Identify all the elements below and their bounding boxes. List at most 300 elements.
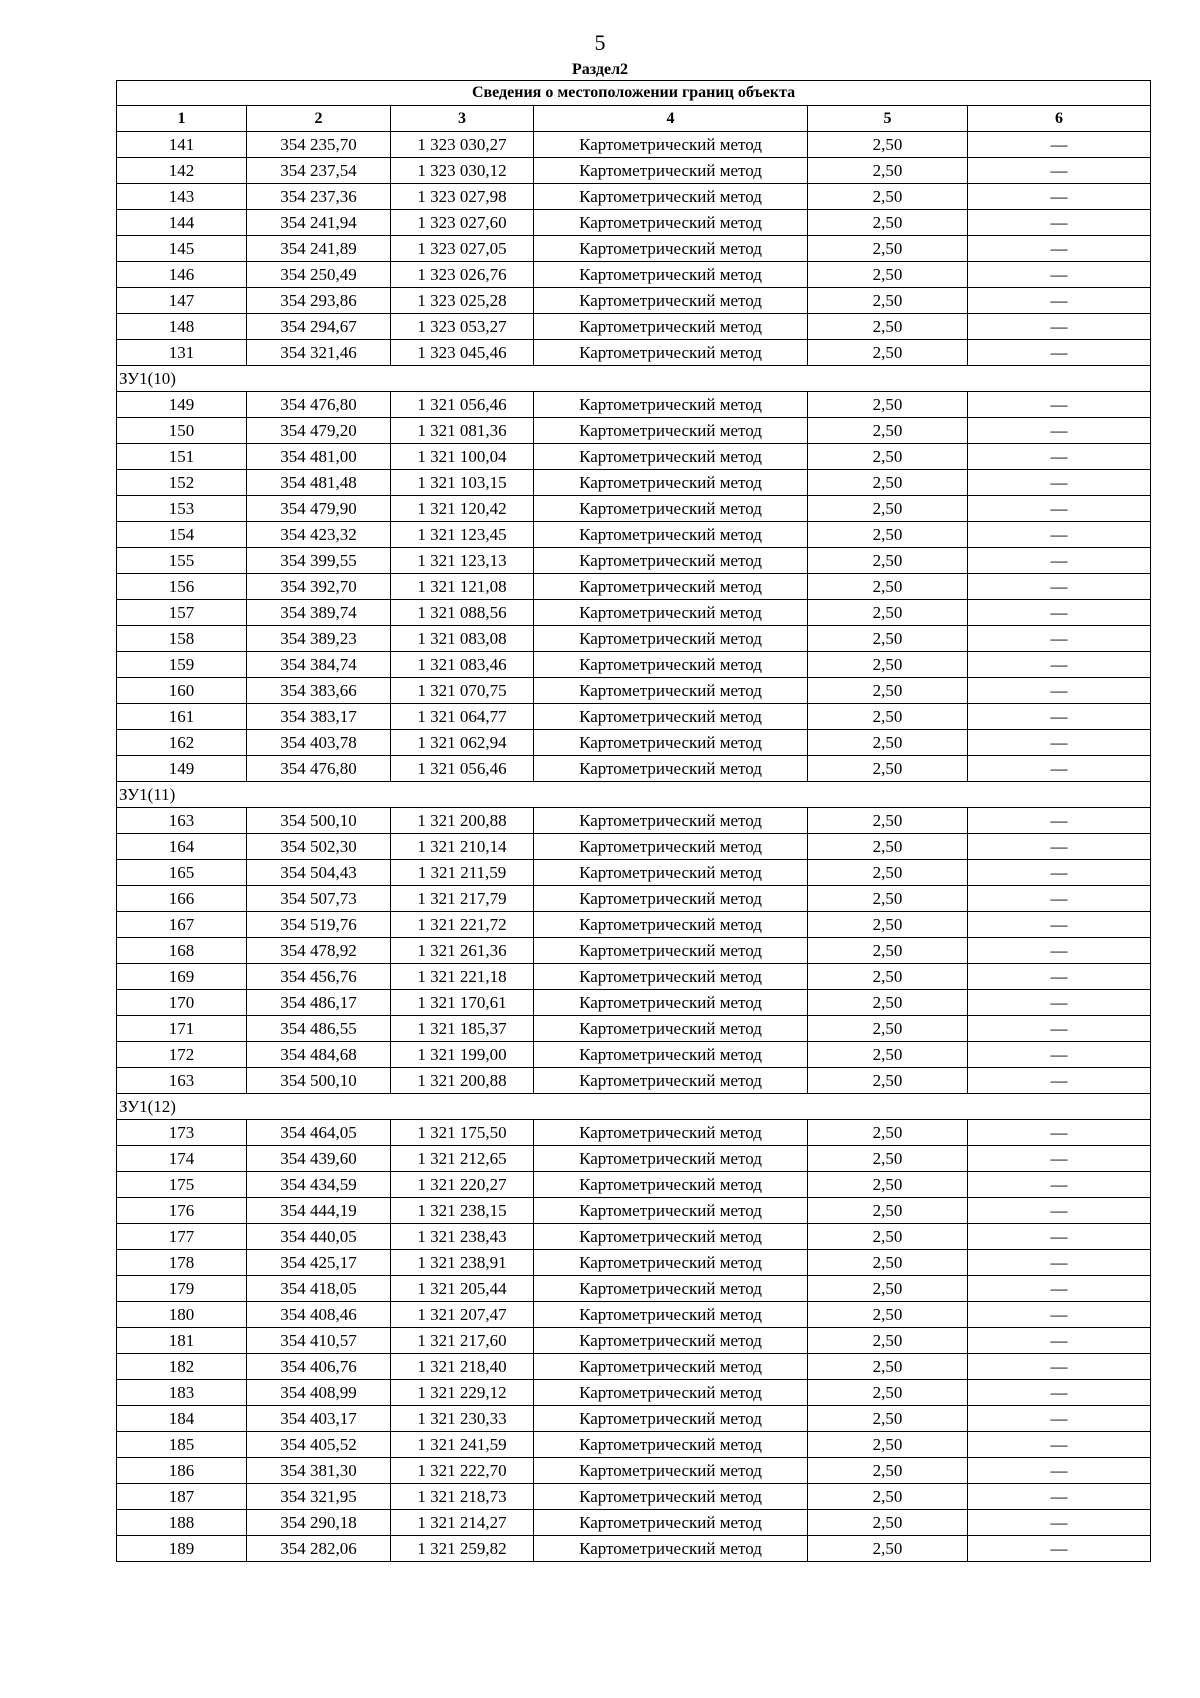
x-coordinate-cell: 354 423,32 — [247, 522, 391, 548]
x-coordinate-cell: 354 502,30 — [247, 834, 391, 860]
x-coordinate-cell: 354 241,89 — [247, 236, 391, 262]
accuracy-cell: 2,50 — [808, 652, 968, 678]
point-number-cell: 180 — [117, 1302, 247, 1328]
accuracy-cell: 2,50 — [808, 132, 968, 158]
x-coordinate-cell: 354 500,10 — [247, 808, 391, 834]
method-cell: Картометрический метод — [534, 1172, 808, 1198]
y-coordinate-cell: 1 321 199,00 — [391, 1042, 534, 1068]
description-cell: — — [968, 730, 1151, 756]
description-cell: — — [968, 964, 1151, 990]
method-cell: Картометрический метод — [534, 574, 808, 600]
accuracy-cell: 2,50 — [808, 626, 968, 652]
method-cell: Картометрический метод — [534, 1250, 808, 1276]
table-row — [117, 756, 1151, 782]
point-number-cell: 144 — [117, 210, 247, 236]
y-coordinate-cell: 1 321 081,36 — [391, 418, 534, 444]
accuracy-cell: 2,50 — [808, 158, 968, 184]
x-coordinate-cell: 354 383,66 — [247, 678, 391, 704]
description-cell: — — [968, 314, 1151, 340]
description-cell: — — [968, 184, 1151, 210]
table-row — [117, 548, 1151, 574]
x-coordinate-cell: 354 290,18 — [247, 1510, 391, 1536]
description-cell: — — [968, 626, 1151, 652]
method-cell: Картометрический метод — [534, 990, 808, 1016]
page-number: 5 — [594, 30, 606, 55]
description-cell: — — [968, 132, 1151, 158]
table-row — [117, 1276, 1151, 1302]
accuracy-cell: 2,50 — [808, 548, 968, 574]
x-coordinate-cell: 354 406,76 — [247, 1354, 391, 1380]
method-cell: Картометрический метод — [534, 1276, 808, 1302]
parcel-label: ЗУ1(11) — [117, 782, 1151, 808]
table-row — [117, 678, 1151, 704]
y-coordinate-cell: 1 321 220,27 — [391, 1172, 534, 1198]
x-coordinate-cell: 354 478,92 — [247, 938, 391, 964]
point-number-cell: 189 — [117, 1536, 247, 1562]
point-number-cell: 143 — [117, 184, 247, 210]
point-number-cell: 158 — [117, 626, 247, 652]
x-coordinate-cell: 354 405,52 — [247, 1432, 391, 1458]
description-cell: — — [968, 990, 1151, 1016]
point-number-cell: 152 — [117, 470, 247, 496]
description-cell: — — [968, 1042, 1151, 1068]
method-cell: Картометрический метод — [534, 1198, 808, 1224]
description-cell: — — [968, 288, 1151, 314]
y-coordinate-cell: 1 323 027,98 — [391, 184, 534, 210]
point-number-cell: 163 — [117, 808, 247, 834]
point-number-cell: 171 — [117, 1016, 247, 1042]
accuracy-cell: 2,50 — [808, 1354, 968, 1380]
accuracy-cell: 2,50 — [808, 938, 968, 964]
method-cell: Картометрический метод — [534, 626, 808, 652]
table-row — [117, 1458, 1151, 1484]
table-row — [117, 1354, 1151, 1380]
x-coordinate-cell: 354 321,95 — [247, 1484, 391, 1510]
point-number-cell: 146 — [117, 262, 247, 288]
table-row — [117, 1198, 1151, 1224]
y-coordinate-cell: 1 321 217,60 — [391, 1328, 534, 1354]
description-cell: — — [968, 1250, 1151, 1276]
x-coordinate-cell: 354 241,94 — [247, 210, 391, 236]
table-row — [117, 574, 1151, 600]
point-number-cell: 165 — [117, 860, 247, 886]
y-coordinate-cell: 1 321 170,61 — [391, 990, 534, 1016]
description-cell: — — [968, 470, 1151, 496]
table-row — [117, 730, 1151, 756]
accuracy-cell: 2,50 — [808, 886, 968, 912]
accuracy-cell: 2,50 — [808, 1328, 968, 1354]
accuracy-cell: 2,50 — [808, 730, 968, 756]
y-coordinate-cell: 1 321 212,65 — [391, 1146, 534, 1172]
point-number-cell: 161 — [117, 704, 247, 730]
y-coordinate-cell: 1 321 261,36 — [391, 938, 534, 964]
description-cell: — — [968, 1458, 1151, 1484]
table-row — [117, 314, 1151, 340]
point-number-cell: 153 — [117, 496, 247, 522]
accuracy-cell: 2,50 — [808, 1484, 968, 1510]
method-cell: Картометрический метод — [534, 158, 808, 184]
method-cell: Картометрический метод — [534, 1354, 808, 1380]
method-cell: Картометрический метод — [534, 964, 808, 990]
y-coordinate-cell: 1 321 100,04 — [391, 444, 534, 470]
point-number-cell: 157 — [117, 600, 247, 626]
table-row — [117, 1224, 1151, 1250]
accuracy-cell: 2,50 — [808, 834, 968, 860]
method-cell: Картометрический метод — [534, 704, 808, 730]
point-number-cell: 168 — [117, 938, 247, 964]
x-coordinate-cell: 354 250,49 — [247, 262, 391, 288]
y-coordinate-cell: 1 321 238,91 — [391, 1250, 534, 1276]
point-number-cell: 145 — [117, 236, 247, 262]
accuracy-cell: 2,50 — [808, 444, 968, 470]
x-coordinate-cell: 354 403,17 — [247, 1406, 391, 1432]
x-coordinate-cell: 354 399,55 — [247, 548, 391, 574]
y-coordinate-cell: 1 321 200,88 — [391, 808, 534, 834]
point-number-cell: 170 — [117, 990, 247, 1016]
method-cell: Картометрический метод — [534, 1484, 808, 1510]
method-cell: Картометрический метод — [534, 418, 808, 444]
x-coordinate-cell: 354 403,78 — [247, 730, 391, 756]
point-number-cell: 176 — [117, 1198, 247, 1224]
accuracy-cell: 2,50 — [808, 574, 968, 600]
y-coordinate-cell: 1 323 045,46 — [391, 340, 534, 366]
method-cell: Картометрический метод — [534, 886, 808, 912]
point-number-cell: 159 — [117, 652, 247, 678]
table-row — [117, 1484, 1151, 1510]
point-number-cell: 167 — [117, 912, 247, 938]
description-cell: — — [968, 860, 1151, 886]
point-number-cell: 141 — [117, 132, 247, 158]
table-row — [117, 1172, 1151, 1198]
accuracy-cell: 2,50 — [808, 964, 968, 990]
table-row — [117, 860, 1151, 886]
column-header: 6 — [968, 106, 1151, 132]
x-coordinate-cell: 354 486,55 — [247, 1016, 391, 1042]
description-cell: — — [968, 678, 1151, 704]
method-cell: Картометрический метод — [534, 496, 808, 522]
y-coordinate-cell: 1 321 230,33 — [391, 1406, 534, 1432]
method-cell: Картометрический метод — [534, 1016, 808, 1042]
point-number-cell: 181 — [117, 1328, 247, 1354]
column-number-row — [117, 106, 1151, 132]
y-coordinate-cell: 1 321 211,59 — [391, 860, 534, 886]
method-cell: Картометрический метод — [534, 392, 808, 418]
x-coordinate-cell: 354 237,54 — [247, 158, 391, 184]
x-coordinate-cell: 354 418,05 — [247, 1276, 391, 1302]
point-number-cell: 184 — [117, 1406, 247, 1432]
description-cell: — — [968, 1172, 1151, 1198]
description-cell: — — [968, 444, 1151, 470]
y-coordinate-cell: 1 323 025,28 — [391, 288, 534, 314]
point-number-cell: 149 — [117, 392, 247, 418]
table-row — [117, 1510, 1151, 1536]
section-title: Раздел2 — [571, 61, 629, 78]
x-coordinate-cell: 354 476,80 — [247, 756, 391, 782]
accuracy-cell: 2,50 — [808, 1146, 968, 1172]
x-coordinate-cell: 354 444,19 — [247, 1198, 391, 1224]
description-cell: — — [968, 418, 1151, 444]
point-number-cell: 164 — [117, 834, 247, 860]
point-number-cell: 177 — [117, 1224, 247, 1250]
method-cell: Картометрический метод — [534, 1380, 808, 1406]
point-number-cell: 151 — [117, 444, 247, 470]
table-row — [117, 444, 1151, 470]
y-coordinate-cell: 1 321 210,14 — [391, 834, 534, 860]
accuracy-cell: 2,50 — [808, 522, 968, 548]
accuracy-cell: 2,50 — [808, 1198, 968, 1224]
x-coordinate-cell: 354 384,74 — [247, 652, 391, 678]
y-coordinate-cell: 1 323 027,60 — [391, 210, 534, 236]
table-row — [117, 132, 1151, 158]
table-row — [117, 470, 1151, 496]
table-row — [117, 938, 1151, 964]
method-cell: Картометрический метод — [534, 600, 808, 626]
table-row — [117, 210, 1151, 236]
accuracy-cell: 2,50 — [808, 262, 968, 288]
method-cell: Картометрический метод — [534, 132, 808, 158]
table-row — [117, 1250, 1151, 1276]
y-coordinate-cell: 1 321 218,73 — [391, 1484, 534, 1510]
point-number-cell: 188 — [117, 1510, 247, 1536]
point-number-cell: 175 — [117, 1172, 247, 1198]
y-coordinate-cell: 1 321 103,15 — [391, 470, 534, 496]
description-cell: — — [968, 210, 1151, 236]
method-cell: Картометрический метод — [534, 808, 808, 834]
description-cell: — — [968, 1302, 1151, 1328]
method-cell: Картометрический метод — [534, 314, 808, 340]
method-cell: Картометрический метод — [534, 1068, 808, 1094]
y-coordinate-cell: 1 321 221,72 — [391, 912, 534, 938]
group-header-row — [117, 782, 1151, 808]
x-coordinate-cell: 354 507,73 — [247, 886, 391, 912]
description-cell: — — [968, 158, 1151, 184]
table-row — [117, 522, 1151, 548]
method-cell: Картометрический метод — [534, 938, 808, 964]
table-row — [117, 990, 1151, 1016]
accuracy-cell: 2,50 — [808, 860, 968, 886]
x-coordinate-cell: 354 439,60 — [247, 1146, 391, 1172]
point-number-cell: 150 — [117, 418, 247, 444]
description-cell: — — [968, 704, 1151, 730]
y-coordinate-cell: 1 323 030,12 — [391, 158, 534, 184]
method-cell: Картометрический метод — [534, 236, 808, 262]
method-cell: Картометрический метод — [534, 1302, 808, 1328]
accuracy-cell: 2,50 — [808, 678, 968, 704]
table-row — [117, 600, 1151, 626]
method-cell: Картометрический метод — [534, 184, 808, 210]
description-cell: — — [968, 834, 1151, 860]
method-cell: Картометрический метод — [534, 1120, 808, 1146]
description-cell: — — [968, 1380, 1151, 1406]
accuracy-cell: 2,50 — [808, 756, 968, 782]
x-coordinate-cell: 354 237,36 — [247, 184, 391, 210]
accuracy-cell: 2,50 — [808, 912, 968, 938]
y-coordinate-cell: 1 321 217,79 — [391, 886, 534, 912]
description-cell: — — [968, 1224, 1151, 1250]
method-cell: Картометрический метод — [534, 288, 808, 314]
method-cell: Картометрический метод — [534, 1406, 808, 1432]
table-body — [117, 132, 1151, 1562]
method-cell: Картометрический метод — [534, 444, 808, 470]
y-coordinate-cell: 1 323 027,05 — [391, 236, 534, 262]
method-cell: Картометрический метод — [534, 1328, 808, 1354]
method-cell: Картометрический метод — [534, 1146, 808, 1172]
description-cell: — — [968, 522, 1151, 548]
description-cell: — — [968, 1120, 1151, 1146]
x-coordinate-cell: 354 504,43 — [247, 860, 391, 886]
table-row — [117, 496, 1151, 522]
point-number-cell: 169 — [117, 964, 247, 990]
x-coordinate-cell: 354 389,23 — [247, 626, 391, 652]
description-cell: — — [968, 1068, 1151, 1094]
description-cell: — — [968, 1536, 1151, 1562]
x-coordinate-cell: 354 440,05 — [247, 1224, 391, 1250]
description-cell: — — [968, 1354, 1151, 1380]
accuracy-cell: 2,50 — [808, 1380, 968, 1406]
y-coordinate-cell: 1 321 229,12 — [391, 1380, 534, 1406]
point-number-cell: 185 — [117, 1432, 247, 1458]
table-row — [117, 1042, 1151, 1068]
description-cell: — — [968, 1016, 1151, 1042]
point-number-cell: 147 — [117, 288, 247, 314]
accuracy-cell: 2,50 — [808, 1042, 968, 1068]
method-cell: Картометрический метод — [534, 340, 808, 366]
y-coordinate-cell: 1 321 238,15 — [391, 1198, 534, 1224]
accuracy-cell: 2,50 — [808, 314, 968, 340]
method-cell: Картометрический метод — [534, 912, 808, 938]
y-coordinate-cell: 1 321 064,77 — [391, 704, 534, 730]
description-cell: — — [968, 886, 1151, 912]
x-coordinate-cell: 354 282,06 — [247, 1536, 391, 1562]
method-cell: Картометрический метод — [534, 210, 808, 236]
y-coordinate-cell: 1 321 062,94 — [391, 730, 534, 756]
description-cell: — — [968, 574, 1151, 600]
method-cell: Картометрический метод — [534, 1536, 808, 1562]
point-number-cell: 179 — [117, 1276, 247, 1302]
table-row — [117, 236, 1151, 262]
accuracy-cell: 2,50 — [808, 236, 968, 262]
table-row — [117, 1016, 1151, 1042]
description-cell: — — [968, 1510, 1151, 1536]
x-coordinate-cell: 354 425,17 — [247, 1250, 391, 1276]
description-cell: — — [968, 262, 1151, 288]
x-coordinate-cell: 354 486,17 — [247, 990, 391, 1016]
x-coordinate-cell: 354 410,57 — [247, 1328, 391, 1354]
point-number-cell: 142 — [117, 158, 247, 184]
x-coordinate-cell: 354 235,70 — [247, 132, 391, 158]
description-cell: — — [968, 236, 1151, 262]
accuracy-cell: 2,50 — [808, 1536, 968, 1562]
y-coordinate-cell: 1 321 121,08 — [391, 574, 534, 600]
accuracy-cell: 2,50 — [808, 990, 968, 1016]
table-row — [117, 1302, 1151, 1328]
table-row — [117, 1380, 1151, 1406]
column-header: 2 — [247, 106, 391, 132]
point-number-cell: 154 — [117, 522, 247, 548]
y-coordinate-cell: 1 321 185,37 — [391, 1016, 534, 1042]
point-number-cell: 173 — [117, 1120, 247, 1146]
method-cell: Картометрический метод — [534, 678, 808, 704]
table-row — [117, 340, 1151, 366]
table-row — [117, 418, 1151, 444]
x-coordinate-cell: 354 464,05 — [247, 1120, 391, 1146]
point-number-cell: 174 — [117, 1146, 247, 1172]
accuracy-cell: 2,50 — [808, 1016, 968, 1042]
point-number-cell: 162 — [117, 730, 247, 756]
y-coordinate-cell: 1 321 056,46 — [391, 756, 534, 782]
x-coordinate-cell: 354 294,67 — [247, 314, 391, 340]
method-cell: Картометрический метод — [534, 470, 808, 496]
description-cell: — — [968, 392, 1151, 418]
description-cell: — — [968, 912, 1151, 938]
table-row — [117, 652, 1151, 678]
point-number-cell: 156 — [117, 574, 247, 600]
point-number-cell: 148 — [117, 314, 247, 340]
accuracy-cell: 2,50 — [808, 1432, 968, 1458]
description-cell: — — [968, 1146, 1151, 1172]
description-cell: — — [968, 938, 1151, 964]
y-coordinate-cell: 1 321 222,70 — [391, 1458, 534, 1484]
column-header: 4 — [534, 106, 808, 132]
table-row — [117, 158, 1151, 184]
y-coordinate-cell: 1 321 200,88 — [391, 1068, 534, 1094]
x-coordinate-cell: 354 481,00 — [247, 444, 391, 470]
y-coordinate-cell: 1 321 088,56 — [391, 600, 534, 626]
boundary-coordinates-table — [116, 80, 1151, 1562]
method-cell: Картометрический метод — [534, 860, 808, 886]
method-cell: Картометрический метод — [534, 756, 808, 782]
x-coordinate-cell: 354 479,20 — [247, 418, 391, 444]
method-cell: Картометрический метод — [534, 262, 808, 288]
table-row — [117, 1068, 1151, 1094]
table-row — [117, 288, 1151, 314]
point-number-cell: 160 — [117, 678, 247, 704]
method-cell: Картометрический метод — [534, 730, 808, 756]
y-coordinate-cell: 1 323 053,27 — [391, 314, 534, 340]
y-coordinate-cell: 1 321 175,50 — [391, 1120, 534, 1146]
group-header-row — [117, 366, 1151, 392]
accuracy-cell: 2,50 — [808, 1224, 968, 1250]
y-coordinate-cell: 1 321 218,40 — [391, 1354, 534, 1380]
accuracy-cell: 2,50 — [808, 470, 968, 496]
x-coordinate-cell: 354 479,90 — [247, 496, 391, 522]
parcel-label: ЗУ1(12) — [117, 1094, 1151, 1120]
x-coordinate-cell: 354 434,59 — [247, 1172, 391, 1198]
accuracy-cell: 2,50 — [808, 340, 968, 366]
y-coordinate-cell: 1 321 056,46 — [391, 392, 534, 418]
accuracy-cell: 2,50 — [808, 184, 968, 210]
table-row — [117, 626, 1151, 652]
table-row — [117, 1406, 1151, 1432]
accuracy-cell: 2,50 — [808, 418, 968, 444]
description-cell: — — [968, 1432, 1151, 1458]
accuracy-cell: 2,50 — [808, 1406, 968, 1432]
table-row — [117, 1120, 1151, 1146]
x-coordinate-cell: 354 519,76 — [247, 912, 391, 938]
accuracy-cell: 2,50 — [808, 1172, 968, 1198]
point-number-cell: 186 — [117, 1458, 247, 1484]
accuracy-cell: 2,50 — [808, 1302, 968, 1328]
point-number-cell: 183 — [117, 1380, 247, 1406]
description-cell: — — [968, 808, 1151, 834]
point-number-cell: 187 — [117, 1484, 247, 1510]
method-cell: Картометрический метод — [534, 1510, 808, 1536]
accuracy-cell: 2,50 — [808, 1250, 968, 1276]
group-header-row — [117, 1094, 1151, 1120]
description-cell: — — [968, 652, 1151, 678]
y-coordinate-cell: 1 321 238,43 — [391, 1224, 534, 1250]
point-number-cell: 178 — [117, 1250, 247, 1276]
